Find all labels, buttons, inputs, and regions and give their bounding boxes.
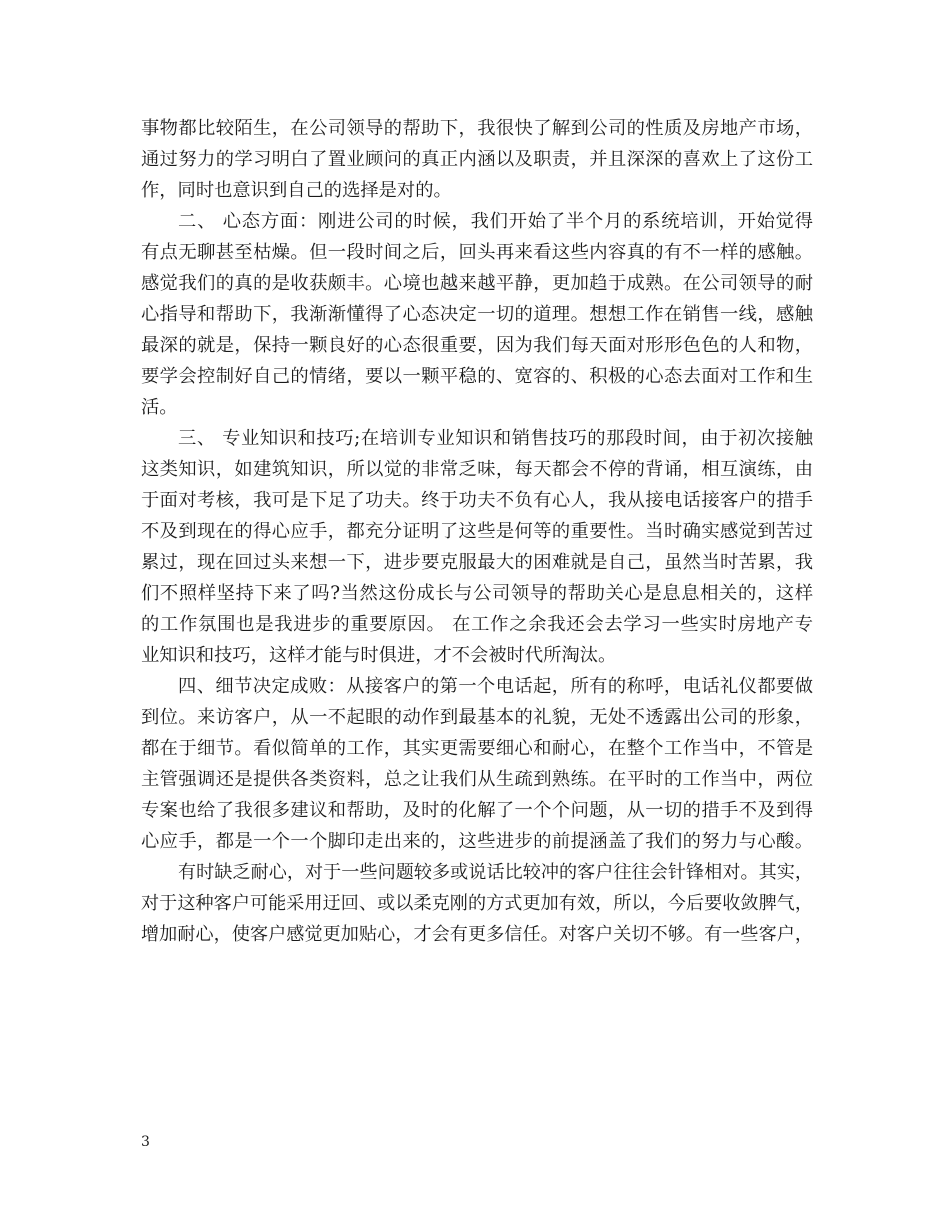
text-line: 感觉我们的真的是收获颇丰。心境也越来越平静，更加趋于成熟。在公司领导的耐 [141, 273, 813, 294]
text-line: 事物都比较陌生，在公司领导的帮助下，我很快了解到公司的性质及房地产市场， [141, 118, 813, 139]
text-line: 于面对考核，我可是下足了功夫。终于功夫不负有心人，我从接电话接客户的措手 [141, 490, 813, 511]
paragraph [141, 423, 813, 671]
text-line: 活。 [141, 397, 178, 418]
text-line: 心指导和帮助下，我渐渐懂得了心态决定一切的道理。想想工作在销售一线，感触 [141, 304, 813, 325]
text-line: 到位。来访客户，从一不起眼的动作到最基本的礼貌，无处不透露出公司的形象， [141, 707, 813, 728]
paragraph [141, 113, 813, 206]
text-line: 增加耐心，使客户感觉更加贴心，才会有更多信任。对客户关切不够。有一些客户， [141, 924, 813, 945]
text-line: 二、 心态方面：刚进公司的时候，我们开始了半个月的系统培训，开始觉得 [178, 211, 813, 232]
text-line: 主管强调还是提供各类资料，总之让我们从生疏到熟练。在平时的工作当中，两位 [141, 769, 813, 790]
text-line: 有时缺乏耐心，对于一些问题较多或说话比较冲的客户往往会针锋相对。其实， [178, 862, 813, 883]
text-line: 有点无聊甚至枯燥。但一段时间之后，回头再来看这些内容真的有不一样的感触。 [141, 242, 813, 263]
text-line: 四、细节决定成败：从接客户的第一个电话起，所有的称呼，电话礼仪都要做 [178, 676, 813, 697]
text-line: 最深的就是，保持一颗良好的心态很重要，因为我们每天面对形形色色的人和物， [141, 335, 813, 356]
text-line: 对于这种客户可能采用迂回、或以柔克刚的方式更加有效，所以，今后要收敛脾气， [141, 893, 813, 914]
paragraph [141, 857, 813, 950]
document-page [141, 113, 813, 950]
text-line: 累过，现在回过头来想一下，进步要克服最大的困难就是自己，虽然当时苦累，我 [141, 552, 813, 573]
text-line: 专案也给了我很多建议和帮助，及时的化解了一个个问题，从一切的措手不及到得 [141, 800, 813, 821]
text-line: 业知识和技巧，这样才能与时俱进，才不会被时代所淘汰。 [141, 645, 617, 666]
text-line: 都在于细节。看似简单的工作，其实更需要细心和耐心，在整个工作当中，不管是 [141, 738, 813, 759]
text-line: 们不照样坚持下来了吗?当然这份成长与公司领导的帮助关心是息息相关的，这样 [141, 583, 813, 604]
text-line: 作，同时也意识到自己的选择是对的。 [141, 180, 452, 201]
text-line: 不及到现在的得心应手，都充分证明了这些是何等的重要性。当时确实感觉到苦过 [141, 521, 813, 542]
text-line: 这类知识，如建筑知识，所以觉的非常乏味，每天都会不停的背诵，相互演练，由 [141, 459, 813, 480]
text-line: 的工作氛围也是我进步的重要原因。 在工作之余我还会去学习一些实时房地产专 [141, 614, 813, 635]
text-line: 通过努力的学习明白了置业顾问的真正内涵以及职责，并且深深的喜欢上了这份工 [141, 149, 813, 170]
text-line: 要学会控制好自己的情绪，要以一颗平稳的、宽容的、积极的心态去面对工作和生 [141, 366, 813, 387]
text-line: 三、 专业知识和技巧;在培训专业知识和销售技巧的那段时间，由于初次接触 [178, 428, 813, 449]
paragraph [141, 671, 813, 857]
page-number: 3 [141, 1134, 150, 1150]
paragraph [141, 206, 813, 423]
text-line: 心应手，都是一个一个脚印走出来的，这些进步的前提涵盖了我们的努力与心酸。 [141, 831, 813, 852]
